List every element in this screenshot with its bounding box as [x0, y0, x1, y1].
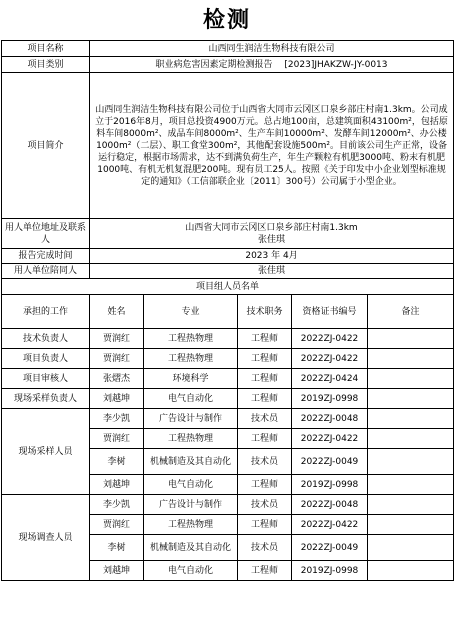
member-cert: 2019ZJ-0998 [292, 389, 368, 409]
header-role: 承担的工作 [2, 295, 90, 329]
member-title: 工程师 [238, 561, 292, 581]
escort-value: 张佳琪 [90, 264, 454, 279]
member-major: 广告设计与制作 [144, 409, 238, 429]
escort-row [2, 264, 454, 279]
member-title: 工程师 [238, 475, 292, 495]
member-cert: 2022ZJ-0049 [292, 535, 368, 561]
member-name: 李树 [90, 535, 144, 561]
team-section-title: 项目组人员名单 [2, 279, 454, 295]
member-remark [368, 561, 454, 581]
address-value: 山西省大同市云冈区口泉乡部庄村南1.3km [185, 222, 358, 233]
member-major: 广告设计与制作 [144, 495, 238, 515]
member-title: 工程师 [238, 369, 292, 389]
member-name: 贾润红 [90, 515, 144, 535]
member-remark [368, 535, 454, 561]
member-title: 技术员 [238, 495, 292, 515]
member-name: 李少凯 [90, 409, 144, 429]
header-remark: 备注 [368, 295, 454, 329]
team-role-cell: 现场采样人员 [2, 409, 90, 495]
member-name: 张熠杰 [90, 369, 144, 389]
team-role-cell: 项目负责人 [2, 349, 90, 369]
member-title: 工程师 [238, 515, 292, 535]
member-cert: 2019ZJ-0998 [292, 561, 368, 581]
header-cert: 资格证书编号 [292, 295, 368, 329]
member-remark [368, 389, 454, 409]
project-name-row [2, 41, 454, 57]
team-role-cell: 技术负责人 [2, 329, 90, 349]
member-remark [368, 495, 454, 515]
team-role-cell: 项目审核人 [2, 369, 90, 389]
team-header-row [2, 295, 454, 329]
member-cert: 2022ZJ-0422 [292, 329, 368, 349]
member-major: 电气自动化 [144, 561, 238, 581]
member-name: 李少凯 [90, 495, 144, 515]
member-name: 贾润红 [90, 329, 144, 349]
member-remark [368, 329, 454, 349]
member-cert: 2022ZJ-0422 [292, 515, 368, 535]
member-major: 工程热物理 [144, 515, 238, 535]
project-name-value: 山西同生润洁生物科技有限公司 [90, 41, 454, 57]
team-role-cell: 现场调查人员 [2, 495, 90, 581]
member-remark [368, 369, 454, 389]
member-major: 环境科学 [144, 369, 238, 389]
escort-label: 用人单位陪同人 [2, 264, 90, 279]
member-remark [368, 349, 454, 369]
member-major: 机械制造及其自动化 [144, 449, 238, 475]
member-title: 技术员 [238, 535, 292, 561]
member-cert: 2022ZJ-0422 [292, 429, 368, 449]
member-cert: 2019ZJ-0998 [292, 475, 368, 495]
report-time-row [2, 249, 454, 264]
member-remark [368, 449, 454, 475]
member-cert: 2022ZJ-0048 [292, 495, 368, 515]
team-member-row [2, 349, 454, 369]
member-cert: 2022ZJ-0424 [292, 369, 368, 389]
team-role-cell: 现场采样负责人 [2, 389, 90, 409]
team-member-row [2, 389, 454, 409]
member-title: 工程师 [238, 389, 292, 409]
member-remark [368, 429, 454, 449]
member-title: 技术员 [238, 409, 292, 429]
member-remark [368, 475, 454, 495]
contact-value: 张佳琪 [258, 234, 286, 245]
member-name: 贾润红 [90, 429, 144, 449]
member-name: 刘越坤 [90, 561, 144, 581]
address-contact-cell [90, 219, 454, 249]
member-name: 刘越坤 [90, 475, 144, 495]
address-label: 用人单位地址及联系人 [2, 219, 90, 249]
member-major: 电气自动化 [144, 389, 238, 409]
member-major: 电气自动化 [144, 475, 238, 495]
header-major: 专业 [144, 295, 238, 329]
member-major: 机械制造及其自动化 [144, 535, 238, 561]
member-title: 技术员 [238, 449, 292, 475]
member-remark [368, 409, 454, 429]
member-major: 工程热物理 [144, 329, 238, 349]
project-type-label: 项目类别 [2, 57, 90, 73]
project-type-value: 职业病危害因素定期检测报告 [2023]JHAKZW-JY-0013 [90, 57, 454, 73]
member-title: 工程师 [238, 429, 292, 449]
report-time-value: 2023 年 4月 [90, 249, 454, 264]
member-cert: 2022ZJ-0422 [292, 349, 368, 369]
member-remark [368, 515, 454, 535]
member-name: 贾润红 [90, 349, 144, 369]
header-title: 技术职务 [238, 295, 292, 329]
team-member-row [2, 495, 454, 515]
document-title: 检测 [202, 8, 251, 33]
team-member-row [2, 329, 454, 349]
member-major: 工程热物理 [144, 349, 238, 369]
project-intro-row [2, 73, 454, 219]
member-major: 工程热物理 [144, 429, 238, 449]
member-cert: 2022ZJ-0049 [292, 449, 368, 475]
team-member-row [2, 409, 454, 429]
report-time-label: 报告完成时间 [2, 249, 90, 264]
team-section-row [2, 279, 454, 295]
member-name: 刘越坤 [90, 389, 144, 409]
member-cert: 2022ZJ-0048 [292, 409, 368, 429]
report-info-table [1, 40, 454, 581]
project-type-row [2, 57, 454, 73]
member-title: 工程师 [238, 329, 292, 349]
member-name: 李树 [90, 449, 144, 475]
project-intro-label: 项目简介 [2, 73, 90, 219]
project-intro-value: 山西同生润洁生物科技有限公司位于山西省大同市云冈区口泉乡部庄村南1.3km。公司成立于2016年8月，项目总投资4900万元。总占地100亩，总建筑面积43100m²，包括原料车间8000m²、成品车间8000m²、生产车间10000m²、发酵车间12000m²、办公楼1000m²（二层）、职工食堂300m²，其他配套设施500m²。目前该公司生产正常，设备运行稳定，根据市场需求，达不到满负荷生产，年生产颗粒有机肥3000吨、粉末有机肥1000吨、有机无机复混肥200吨。现有员工25人。按照《关于印发中小企业划型标准规定的通知》（工信部联企业〔2011〕300号）公司属于小型企业。 [90, 73, 454, 219]
team-member-row [2, 369, 454, 389]
project-name-label: 项目名称 [2, 41, 90, 57]
header-name: 姓名 [90, 295, 144, 329]
address-row [2, 219, 454, 249]
member-title: 工程师 [238, 349, 292, 369]
